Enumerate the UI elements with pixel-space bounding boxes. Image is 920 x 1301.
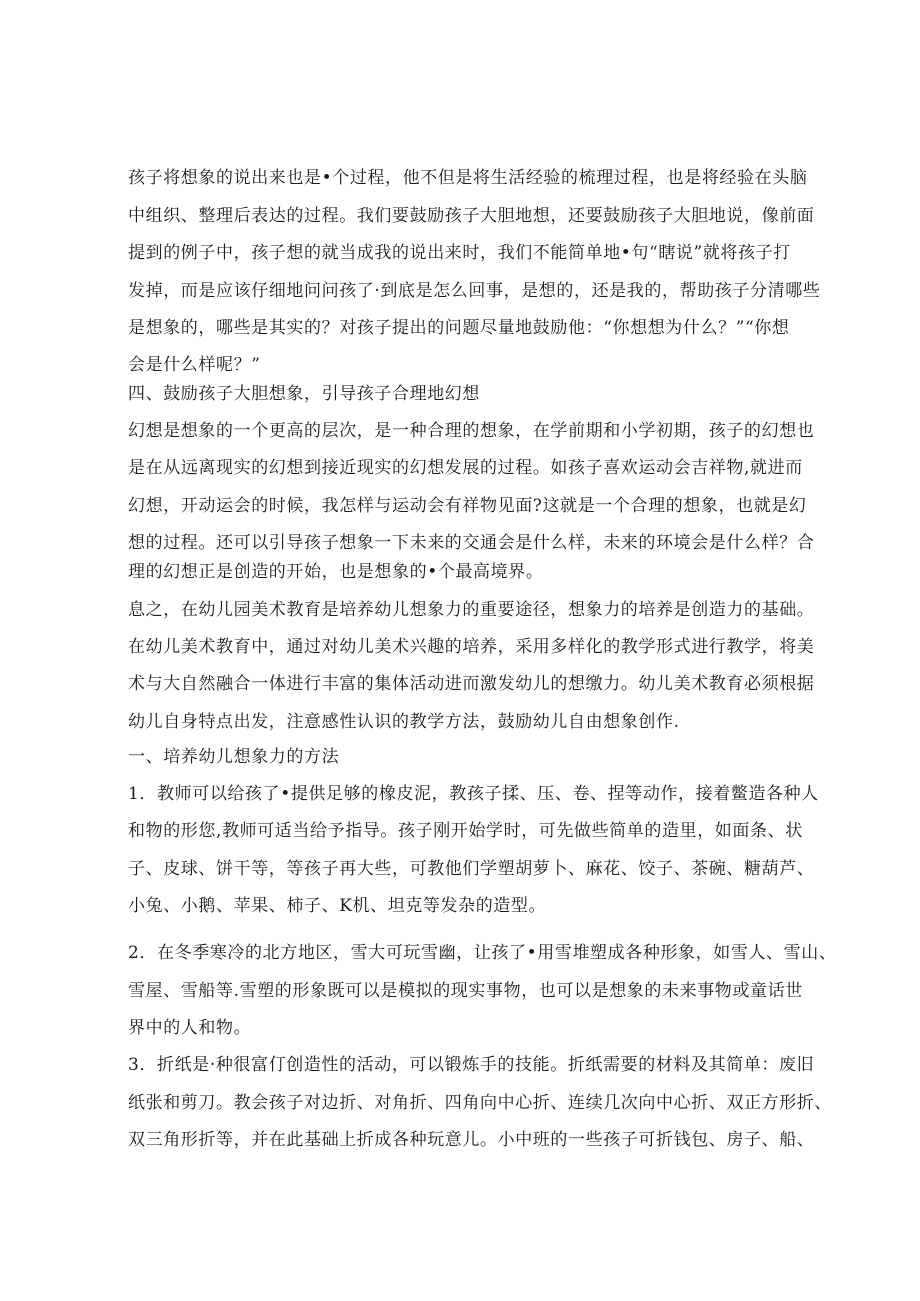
- paragraph-line: 中组织、整理后表达的过程。我们要鼓励孩子大胆地想，还要鼓励孩子大胆地说，像前面: [128, 206, 815, 226]
- paragraph-line: 在幼儿美术教育中，通过对幼儿美术兴趣的培养，采用多样化的教学形式进行教学，将美: [128, 637, 815, 657]
- paragraph-line: 术与大自然融合一体进行丰富的集体活动进而激发幼儿的想缴力。幼儿美术教育必须根据: [128, 674, 815, 694]
- paragraph-line: 提到的例子中，孩子想的就当成我的说出来时，我们不能简单地•句“瞎说”就将孩子打: [128, 243, 791, 263]
- paragraph-line: 幻想是想象的一个更高的层次，是一种合理的想象，在学前期和小学初期，孩子的幻想也: [128, 421, 815, 441]
- paragraph-line: 幻想，开动运会的时候，我怎样与运动会有祥物见面?这就是一个合理的想象，也就是幻: [128, 496, 807, 516]
- paragraph-line: 界中的人和物。: [128, 1018, 252, 1038]
- paragraph-line: 想的过程。还可以引导孩子想象一下未来的交通会是什么样，未来的环境会是什么样？合: [128, 533, 815, 553]
- paragraph-line: 是在从远离现实的幻想到接近现实的幻想发展的过程。如孩子喜欢运动会吉祥物,就进而: [128, 458, 803, 478]
- paragraph-line: 纸张和剪刀。教会孩子对边折、对角折、四角向中心折、连续几次向中心折、双正方形折、: [128, 1093, 832, 1113]
- paragraph-line: 会是什么样呢？”: [128, 355, 261, 375]
- list-item-line: 1．教师可以给孩了•提供足够的橡皮泥，教孩子揉、压、卷、捏等动作，接着鳖造各种人: [128, 784, 819, 804]
- paragraph-line: 小兔、小鹅、苹果、柿子、K机、坦克等发杂的造型。: [128, 896, 547, 916]
- paragraph-line: 子、皮球、饼干等，等孩子再大些，可教他们学塑胡萝卜、麻花、饺子、茶碗、糖葫芦、: [128, 859, 815, 879]
- paragraph-line: 孩子将想象的说出来也是•个过程，他不但是将生活经验的梳理过程，也是将经验在头脑: [128, 168, 808, 188]
- paragraph-line: 幼儿自身特点出发，注意感性认识的教学方法，鼓励幼儿自由想象创作.: [128, 712, 680, 732]
- paragraph-line: 双三角形折等，并在此基础上折成各种玩意儿。小中班的一些孩子可折钱包、房子、船、: [128, 1130, 815, 1150]
- paragraph-line: 和物的形您,教师可适当给予指导。孩子刚开始学时，可先做些简单的造里，如面条、状: [128, 821, 803, 841]
- paragraph-line: 雪屋、雪船等.雪塑的形象既可以是模拟的现实事物，也可以是想象的未来事物或童话世: [128, 981, 803, 1001]
- section-heading: 一、培养幼儿想象力的方法: [128, 747, 340, 767]
- paragraph-line: 息之，在幼儿园美术教育是培养幼儿想象力的重要途径，想象力的培养是创造力的基础。: [128, 600, 815, 620]
- paragraph-line: 发掉，而是应该仔细地问问孩了·到底是怎么回事，是想的，还是我的，帮助孩子分清哪些: [128, 281, 821, 301]
- list-item-line: 2．在冬季寒冷的北方地区，雪大可玩雪幽，让孩了•用雪堆塑成各种形象，如雪人、雪山、: [128, 943, 837, 963]
- paragraph-line: 理的幻想正是创造的开始，也是想象的•个最高境界。: [128, 562, 544, 582]
- list-item-line: 3．折纸是·种很富仃创造性的活动，可以锻炼手的技能。折纸需要的材料及其简单：废旧: [128, 1055, 815, 1075]
- paragraph-line: 是想象的，哪些是其实的？对孩子提出的问题尽量地鼓励他：“你想想为什么？”“你想: [128, 318, 790, 338]
- section-heading: 四、鼓励孩子大胆想象，引导孩子合理地幻想: [128, 384, 480, 404]
